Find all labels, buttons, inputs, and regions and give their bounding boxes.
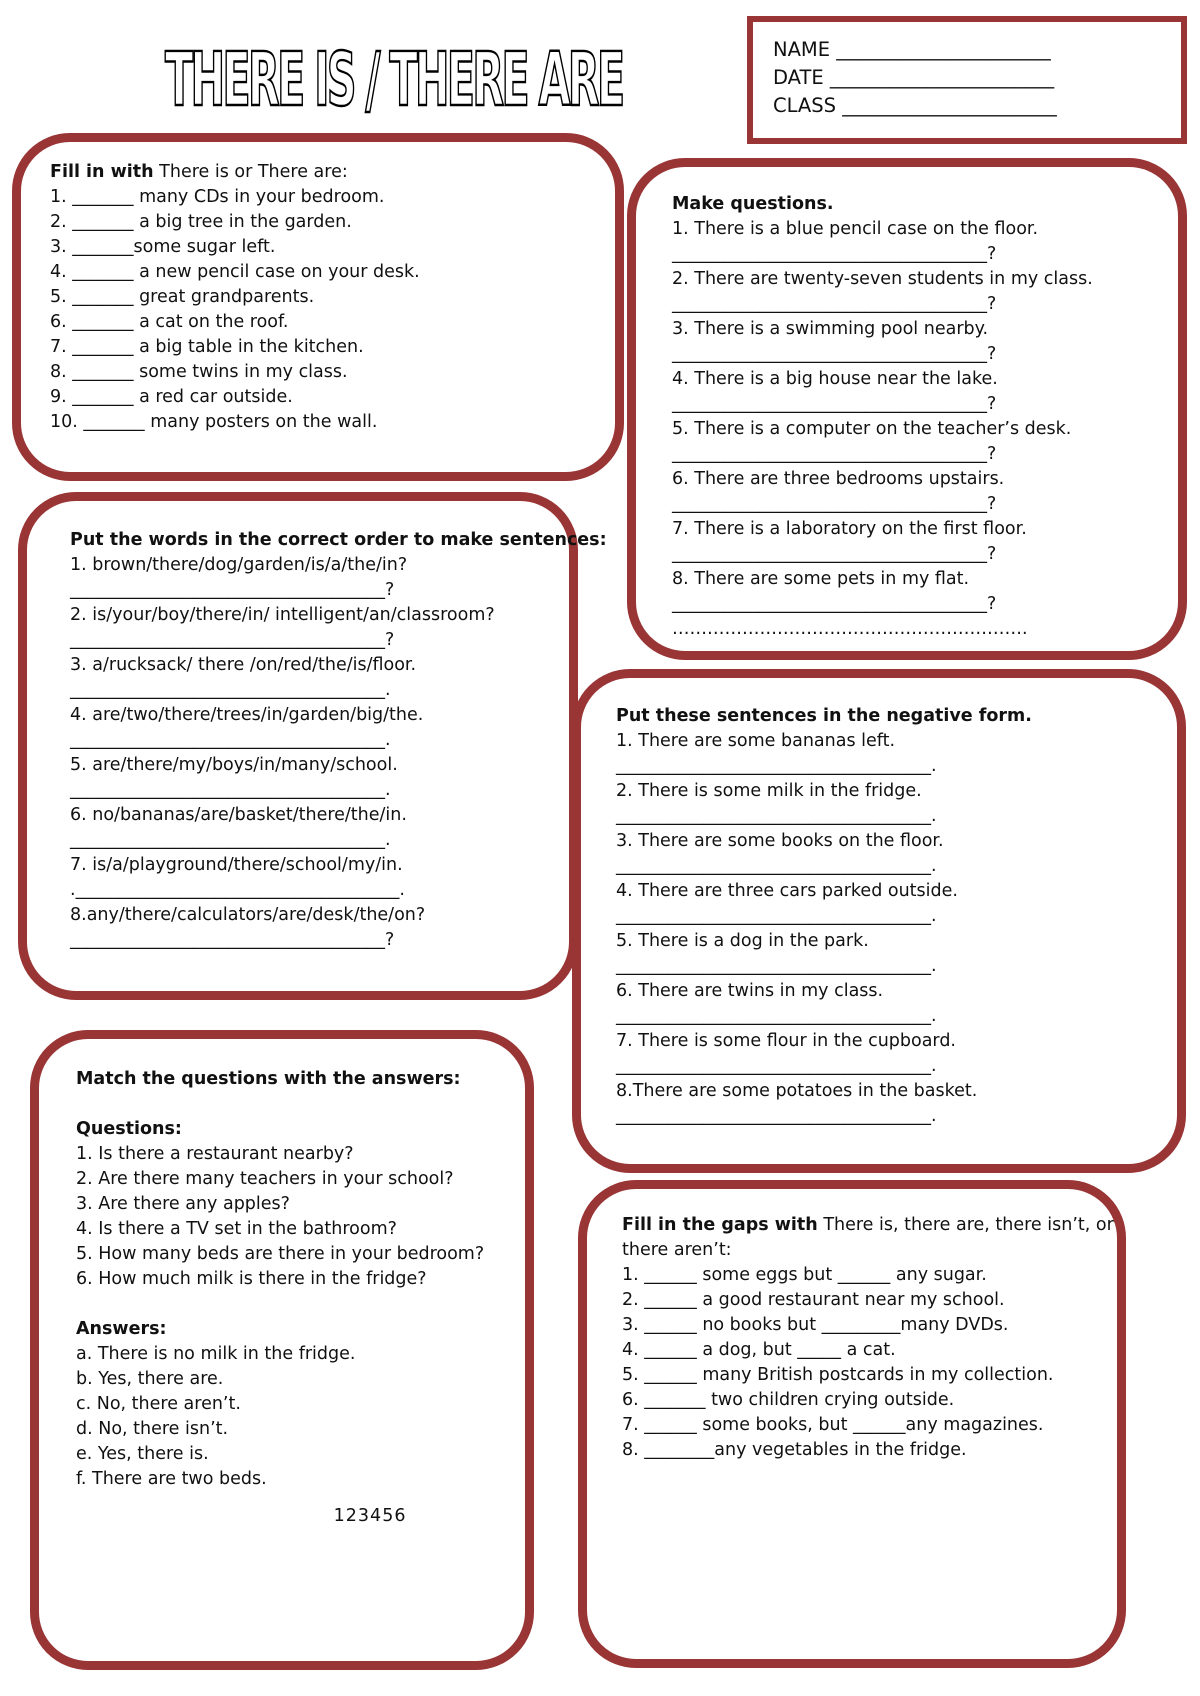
fill-gaps-item-8: 8. ________any vegetables in the fridge. [622, 1440, 967, 1460]
word-order-line: ____________________________________. [70, 830, 391, 850]
matching-answer: f. There are two beds. [76, 1469, 267, 1489]
matching-answer: e. Yes, there is. [76, 1444, 209, 1464]
word-order-line: ____________________________________. [70, 730, 391, 750]
negative-form-line: 7. There is some flour in the cupboard. [616, 1031, 956, 1051]
fill-in-item-5: 5. _______ great grandparents. [50, 287, 315, 307]
fill-in-item-2: 2. _______ a big tree in the garden. [50, 212, 352, 232]
word-order-line: ____________________________________. [70, 680, 391, 700]
fill-in-item-4: 4. _______ a new pencil case on your desk. [50, 262, 420, 282]
negative-form-line: 6. There are twins in my class. [616, 981, 884, 1001]
fill-gaps-item-4: 4. ______ a dog, but _____ a cat. [622, 1340, 896, 1360]
negative-form-heading: Put these sentences in the negative form. [616, 706, 1032, 726]
matching-question: 1. Is there a restaurant nearby? [76, 1144, 354, 1164]
fill-gaps-item-5: 5. ______ many British postcards in my collection. [622, 1365, 1054, 1385]
make-questions-line: ____________________________________? [672, 244, 997, 264]
word-order-line: 6. no/bananas/are/basket/there/the/in. [70, 805, 407, 825]
negative-form-line: ____________________________________. [616, 956, 937, 976]
matching-question: 2. Are there many teachers in your school? [76, 1169, 454, 1189]
word-order-line: ____________________________________? [70, 580, 395, 600]
negative-form-line: 2. There is some milk in the fridge. [616, 781, 922, 801]
matching-question: 6. How much milk is there in the fridge? [76, 1269, 427, 1289]
fill-in-item-9: 9. _______ a red car outside. [50, 387, 293, 407]
answers-label: Answers: [76, 1319, 167, 1339]
word-order-line: ._____________________________________. [70, 880, 405, 900]
make-questions-line: 1. There is a blue pencil case on the floor. [672, 219, 1039, 239]
matching-question: 4. Is there a TV set in the bathroom? [76, 1219, 397, 1239]
fill-gaps-item-6: 6. _______ two children crying outside. [622, 1390, 955, 1410]
make-questions-line: 6. There are three bedrooms upstairs. [672, 469, 1005, 489]
fill-in-item-1: 1. _______ many CDs in your bedroom. [50, 187, 385, 207]
make-questions-line: ……………………………………………………. [672, 619, 1028, 639]
matching-answer: b. Yes, there are. [76, 1369, 224, 1389]
make-questions-exercise [672, 192, 1093, 642]
negative-form-line: 1. There are some bananas left. [616, 731, 896, 751]
page-title: THERE IS / THERE ARE [165, 37, 623, 123]
word-order-line: 7. is/a/playground/there/school/my/in. [70, 855, 403, 875]
word-order-exercise [70, 528, 607, 953]
fill-gaps-heading: Fill in the gaps with There is, there are, there isn’t, or [622, 1215, 1114, 1235]
word-order-line: 3. a/rucksack/ there /on/red/the/is/floor. [70, 655, 417, 675]
negative-form-line: ____________________________________. [616, 906, 937, 926]
make-questions-line: 3. There is a swimming pool nearby. [672, 319, 989, 339]
questions-label: Questions: [76, 1119, 182, 1139]
matching-question: 3. Are there any apples? [76, 1194, 290, 1214]
word-order-line: 4. are/two/there/trees/in/garden/big/the. [70, 705, 424, 725]
fill-in-item-10: 10. _______ many posters on the wall. [50, 412, 378, 432]
fill-in-heading: Fill in with There is or There are: [50, 162, 348, 182]
word-order-line: 5. are/there/my/boys/in/many/school. [70, 755, 398, 775]
fill-in-item-7: 7. _______ a big table in the kitchen. [50, 337, 364, 357]
negative-form-line: ____________________________________. [616, 1106, 937, 1126]
fill-gaps-item-7: 7. ______ some books, but ______any magazines. [622, 1415, 1044, 1435]
negative-form-line: ____________________________________. [616, 856, 937, 876]
date-field[interactable]: DATE _______________________ [773, 66, 1055, 89]
negative-form-line: ____________________________________. [616, 756, 937, 776]
fill-gaps-heading-line2: there aren’t: [622, 1240, 732, 1260]
word-order-line: 8.any/there/calculators/are/desk/the/on? [70, 905, 426, 925]
answer-code: 123456 [333, 1506, 407, 1526]
class-field[interactable]: CLASS ______________________ [773, 94, 1057, 117]
matching-exercise [76, 1067, 484, 1529]
matching-answer: a. There is no milk in the fridge. [76, 1344, 356, 1364]
negative-form-line: 4. There are three cars parked outside. [616, 881, 958, 901]
word-order-line: ____________________________________? [70, 630, 395, 650]
make-questions-line: ____________________________________? [672, 394, 997, 414]
name-field[interactable]: NAME ______________________ [773, 38, 1051, 61]
make-questions-line: 5. There is a computer on the teacher’s desk. [672, 419, 1072, 439]
make-questions-line: ____________________________________? [672, 494, 997, 514]
make-questions-line: ____________________________________? [672, 594, 997, 614]
matching-answer: c. No, there aren’t. [76, 1394, 241, 1414]
negative-form-exercise [616, 704, 1032, 1129]
fill-gaps-exercise [622, 1213, 1114, 1463]
fill-gaps-item-3: 3. ______ no books but _________many DVDs. [622, 1315, 1009, 1335]
matching-answer: d. No, there isn’t. [76, 1419, 229, 1439]
negative-form-line: 5. There is a dog in the park. [616, 931, 869, 951]
make-questions-line: 7. There is a laboratory on the first floor. [672, 519, 1027, 539]
make-questions-line: ____________________________________? [672, 344, 997, 364]
negative-form-line: ____________________________________. [616, 806, 937, 826]
word-order-heading: Put the words in the correct order to make sentences: [70, 530, 607, 550]
make-questions-line: ____________________________________? [672, 444, 997, 464]
make-questions-line: 8. There are some pets in my flat. [672, 569, 970, 589]
matching-question: 5. How many beds are there in your bedroom? [76, 1244, 485, 1264]
fill-in-item-3: 3. _______some sugar left. [50, 237, 276, 257]
word-order-line: 1. brown/there/dog/garden/is/a/the/in? [70, 555, 408, 575]
negative-form-line: 3. There are some books on the floor. [616, 831, 944, 851]
word-order-line: ____________________________________. [70, 780, 391, 800]
fill-in-exercise [50, 160, 420, 435]
make-questions-line: ____________________________________? [672, 544, 997, 564]
make-questions-line: 4. There is a big house near the lake. [672, 369, 998, 389]
make-questions-line: ____________________________________? [672, 294, 997, 314]
negative-form-line: 8.There are some potatoes in the basket. [616, 1081, 978, 1101]
negative-form-line: ____________________________________. [616, 1006, 937, 1026]
student-info-box [747, 16, 1187, 144]
matching-heading: Match the questions with the answers: [76, 1069, 461, 1089]
make-questions-heading: Make questions. [672, 194, 834, 214]
make-questions-line: 2. There are twenty-seven students in my class. [672, 269, 1093, 289]
fill-gaps-item-2: 2. ______ a good restaurant near my school. [622, 1290, 1005, 1310]
fill-in-item-6: 6. _______ a cat on the roof. [50, 312, 289, 332]
fill-gaps-item-1: 1. ______ some eggs but ______ any sugar. [622, 1265, 987, 1285]
word-order-line: ____________________________________? [70, 930, 395, 950]
fill-in-item-8: 8. _______ some twins in my class. [50, 362, 348, 382]
word-order-line: 2. is/your/boy/there/in/ intelligent/an/classroom? [70, 605, 495, 625]
negative-form-line: ____________________________________. [616, 1056, 937, 1076]
